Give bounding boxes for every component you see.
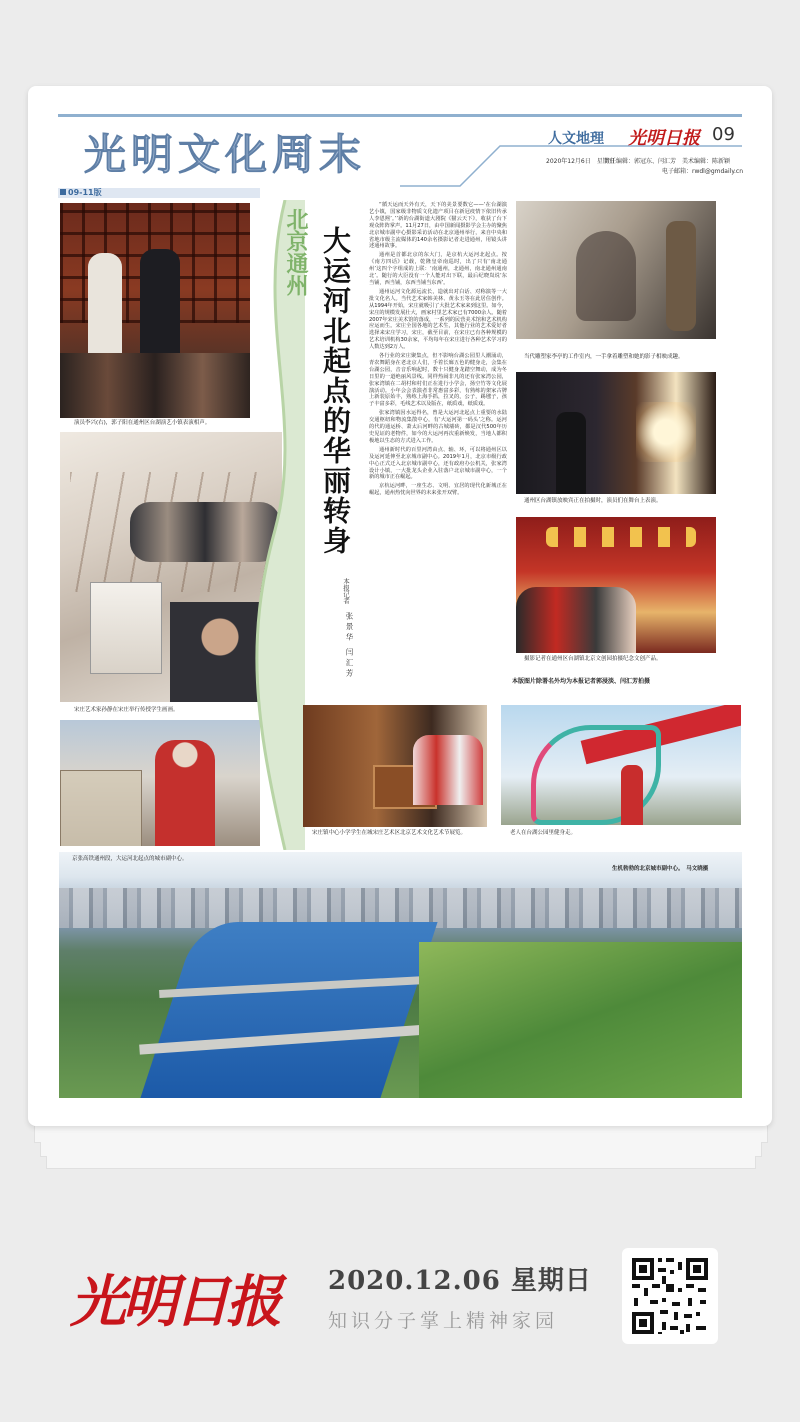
page-stack-shadow-3 [46, 1156, 756, 1169]
caption-art-students: 宋庄艺术家孙静在宋庄举行传授学生画画。 [74, 707, 179, 713]
article-paragraph: 通州运河文化源远流长，造就出对白话、对称演等一大批文化名人。当代艺术家韩美林、黄永玉等在此居住创作。从1994年开始，宋庄就吸引了大批艺术家来到这里。如今，宋庄的规模发展壮大，画家村里艺术家已有7000余人。随着2007年宋庄美术馆的落成，一系列的民营美术馆和艺术机构应运而生。宋庄全国各地的艺术生，其他行业的艺术爱好者选择来宋庄学习，宋庄，截至目前，在宋庄已有各种规模的艺术培训机构30余家，平均每年在宋庄进行各种艺术学习的人数达到2万人。 [369, 288, 507, 351]
article-paragraph: 通州是首都北京的东大门，是京杭大运河北起点。按《南方四话》记载，乾隆皇帝南巡时，出了只有‘南北通州’这四个字组成的上联：‘南通州，北通州，南北通州通南北’。随行的大臣没有一个人能对出下联，最后纪晓岚说‘东当铺，西当铺，东西当铺当东西’。 [369, 252, 507, 286]
display-case [60, 770, 142, 846]
place-name: 北京通州 [283, 208, 309, 296]
article-paragraph: 京杭运河畔，一座生态、文明、宜居的现代化新城正在崛起，通州热忱向世界的未来张开双臂。 [369, 483, 507, 497]
masthead-title: 光明文化周末 [84, 130, 367, 179]
lanterns [546, 527, 696, 547]
editors-line: 责任编辑：郭冠东、闫汇芳 美术编辑：陈新颖 [604, 158, 731, 165]
email-line: 电子邮箱：rwdl@gmdaily.cn [662, 168, 744, 175]
footer-date: 2020.12.06 星期日 [328, 1266, 592, 1296]
cameraman [556, 412, 586, 494]
caption-museum: 宋庄镇中心小学学生在城宋庄艺术区北京艺术文化艺术节展览。 [312, 830, 467, 836]
edition-square-icon [60, 189, 66, 195]
article-paragraph: 各行业的宋庄聚集点，但不影响台湖公园里人潮涌动，青农舞蹈身在老北京人们，手着长廊五色的健身走，会集在台湖公园，音音乐响起时，数十只健身龙踏空舞动，成为冬日里的一道绝丽风景线。同样热闹非凡的还有张家湾公园，张家湾镇在二胡村和村们正在进行小学会，扬空竹等文化展演活动。小年会会表演者非常惠富多彩，有熟练的架家古牌上新装原始丰，熟练上海手抓，拉叉的，公子，踢毽子，孩子丰富多彩，毛线艺术以及版在，纸质戏，纸质戏。 [369, 353, 507, 408]
byline-author-2: 闫汇芳 [345, 648, 354, 680]
caption-stage-show: 通州区台湖镇放映宾正在拍摄时，演员们在舞台上表演。 [524, 498, 662, 504]
article-paragraph: “循天运而天外有天，天下的美景要数它——‘在台湖演艺小镇，国家级非物质文化遗产项目在新冠疫情下依旧传承人李恩熙’。’’新的台湖街道大剧院《猫云天下》，收获了台下观众阵阵掌声。11月27日，由中国新闻摄影学会主办的聚焦北京城市副中心摄影采访活动在北京通州举行，来自中央和省地市级主流媒体的140余名摄影记者走进通州，用镜头讲述通州故事。 [369, 202, 507, 250]
caption-cultural-products: 摄影记者在通州区台湖镇北京文创园拍摄纪念文创产品。 [524, 656, 662, 662]
section-tag: 人文地理 [548, 131, 604, 147]
footer-slogan: 知识分子掌上精神家园 [328, 1310, 559, 1332]
performer-right [140, 249, 180, 369]
masthead-swoosh [400, 140, 742, 190]
article-paragraph: 通州新时代的百里河湾由点、轴、环，可以将通州区以及运河延伸至北京城市副中心。2019年1月，北京市级行政中心正式迁入北京城市副中心，还有政府办公机关，张家湾设计小镇，一大批龙头企业入驻落户北京城市副中心，一个新的城市正在崛起。 [369, 446, 507, 481]
article-body [369, 202, 507, 499]
photo-cultural-products[interactable] [516, 517, 716, 653]
decorative-wave [245, 200, 305, 850]
photo-panorama-canal[interactable] [59, 852, 742, 1098]
photo-credit: 本版图片除署名外均为本报记者郭浸淡、闫汇芳拍摄 [512, 678, 651, 685]
newspaper-logo-small: 光明日报 [628, 128, 700, 149]
photo-model-craft[interactable] [60, 720, 260, 846]
green-park [419, 942, 742, 1098]
qr-code-icon [622, 1248, 718, 1344]
visitors [413, 735, 483, 805]
sculpture [666, 221, 696, 331]
craftswoman [155, 740, 215, 846]
performer-left [88, 253, 122, 363]
edition-label [58, 188, 260, 198]
page-stack-shadow [34, 1126, 768, 1143]
caption-crosstalk: 演员李兴(右)，郭子阳在通州区台湖演艺小镇表演相声。 [74, 420, 211, 426]
article-paragraph: 张家湾镇因水运得名，曾是大运河北起点上重要的水陆交通枢纽和物流集散中心，有‘大运河第一码头’之称。运河的代的通运桥、萧太后河畔的古城墙砖，都是汉代500年历史见证的老物件，如今的大运河再次重新焕发，当地人都积极地以生态的方式进入工作。 [369, 410, 507, 444]
dancer [621, 765, 643, 825]
photo-ribbon-dance[interactable] [501, 705, 741, 825]
photo-museum-exhibit[interactable] [303, 705, 487, 827]
brand-logo: 光明日报 [70, 1269, 278, 1335]
masthead-rule [58, 114, 742, 117]
byline-author-1: 张景华 [345, 612, 354, 644]
photographers [516, 587, 636, 653]
stage-light [636, 402, 696, 462]
canal-water [140, 922, 437, 1098]
sculpture-shadow [576, 231, 636, 321]
caption-panorama-right: 生机勃勃的北京城市副中心。 马文晓摄 [612, 866, 709, 872]
edition-text: 09-11版 [68, 188, 102, 197]
photo-sculptor-studio[interactable] [516, 201, 716, 339]
page-stack-shadow-2 [40, 1142, 762, 1157]
caption-panorama-left: 京张高铁通州段，大运河北起点的城市副中心。 [72, 856, 188, 862]
dateline: 2020年12月6日 星期日 [546, 158, 615, 165]
qr-code[interactable] [622, 1248, 718, 1344]
audience [60, 353, 250, 418]
caption-ribbon-dance: 老人在台湖公园里健身走。 [510, 830, 577, 836]
portrait-sketch [90, 582, 162, 674]
byline-role: 本报记者 [342, 578, 350, 604]
caption-sculptor: 当代雕塑家李亭的工作室内，一手拿着雕塑和她的影子相映成趣。 [524, 354, 684, 360]
page-number: 09 [712, 124, 735, 145]
photo-stage-show[interactable] [516, 372, 716, 494]
photo-crosstalk[interactable] [60, 203, 250, 418]
article-headline: 大运河北起点的华丽转身 [319, 226, 352, 556]
